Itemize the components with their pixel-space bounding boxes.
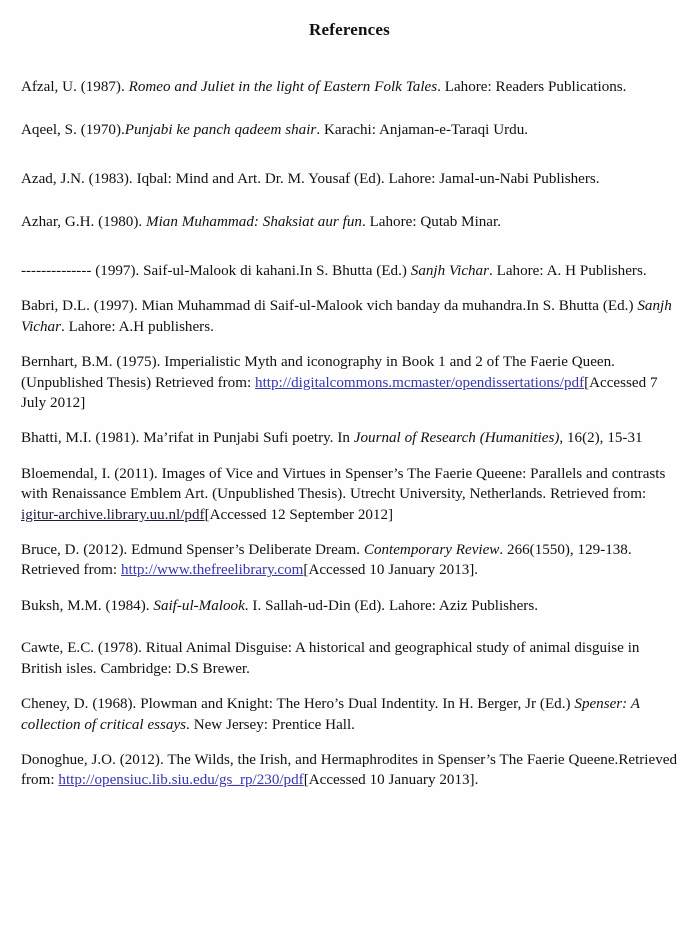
page-title: References: [309, 20, 390, 39]
reference-entry: [21, 638, 678, 679]
reference-text: Azad, J.N. (1983). Iqbal: Mind and Art. Dr. M. Yousaf (Ed). Lahore: Jamal-un-Nabi Publishers.: [21, 171, 600, 188]
reference-link[interactable]: igitur-archive.library.uu.nl/pdf: [21, 506, 205, 523]
reference-entry: [21, 352, 678, 413]
reference-text: Bhatti, M.I. (1981). Ma’rifat in Punjabi Sufi poetry. In: [21, 430, 354, 447]
reference-text: . Lahore: A. H Publishers.: [488, 263, 647, 280]
reference-title-italic: Punjabi ke panch qadeem shair: [124, 121, 317, 138]
reference-text: Cheney, D. (1968). Plowman and Knight: The Hero’s Dual Indentity. In H. Berger, Jr (Ed.): [21, 696, 575, 713]
reference-entry: [21, 428, 678, 448]
reference-text: Afzal, U. (1987).: [21, 79, 129, 96]
reference-title-italic: Sanjh Vichar: [21, 298, 672, 335]
reference-link[interactable]: http://digitalcommons.mcmaster/opendissertations/pdf: [255, 374, 585, 391]
reference-title-italic: Saif-ul-Malook: [153, 597, 245, 614]
reference-link[interactable]: http://www.thefreelibrary.com: [120, 562, 304, 579]
reference-title-italic: Spenser: A collection of critical essays: [21, 696, 640, 733]
reference-entry: [21, 596, 678, 616]
reference-entry: [21, 261, 678, 281]
reference-title-italic: Contemporary Review: [363, 542, 500, 559]
reference-text: . Lahore: Readers Publications.: [437, 79, 627, 96]
reference-text: , 16(2), 15-31: [559, 430, 643, 447]
reference-title-italic: Romeo and Juliet in the light of Eastern Folk Tales: [128, 79, 438, 96]
reference-text: [Accessed 10 January 2013].: [303, 772, 479, 789]
reference-entry: [21, 540, 678, 581]
reference-entry: [21, 120, 678, 140]
reference-entry: [21, 464, 678, 525]
reference-title-italic: Sanjh Vichar: [410, 263, 489, 280]
reference-text: Donoghue, J.O. (2012). The Wilds, the Irish, and Hermaphrodites in Spenser’s The Faerie Queene.Retrieved from:: [21, 751, 677, 789]
reference-text: . New Jersey: Prentice Hall.: [186, 716, 355, 733]
reference-entry: [21, 296, 678, 337]
reference-link[interactable]: http://opensiuc.lib.siu.edu/gs_rp/230/pdf: [58, 772, 304, 789]
reference-text: Buksh, M.M. (1984).: [21, 597, 154, 614]
reference-text: Cawte, E.C. (1978). Ritual Animal Disguise: A historical and geographical study of animal disguise in British isles. Cambridge: D.S Brewer.: [21, 640, 640, 677]
reference-text: . Lahore: A.H publishers.: [60, 318, 214, 335]
reference-text: . I. Sallah-ud-Din (Ed). Lahore: Aziz Publishers.: [244, 597, 538, 614]
reference-title-italic: Mian Muhammad: Shaksiat aur fun: [146, 213, 362, 230]
references-page: [0, 20, 700, 948]
reference-entry: [21, 750, 678, 791]
reference-text: Bernhart, B.M. (1975). Imperialistic Myth and iconography in Book 1 and 2 of The Faerie Queen. (Unpublished Thesis) Retrieved from:: [21, 354, 615, 391]
reference-text: Bloemendal, I. (2011). Images of Vice and Virtues in Spenser’s The Faerie Queene: Parallels and contrasts with Renaissance Emblem Art. (Unpublished Thesis). Utrecht University, Netherlands. Retrieved from:: [21, 465, 666, 503]
reference-text: Aqeel, S. (1970).: [21, 121, 125, 138]
reference-text: . 266(1550), 129-138. Retrieved from:: [21, 542, 632, 579]
reference-text: . Lahore: Qutab Minar.: [361, 213, 501, 230]
reference-entry: [21, 694, 678, 735]
reference-entry: [21, 77, 678, 97]
reference-text: -------------- (1997). Saif-ul-Malook di kahani.In S. Bhutta (Ed.): [21, 263, 411, 280]
reference-entry: [21, 212, 678, 232]
reference-text: [Accessed 7 July 2012]: [21, 374, 658, 412]
reference-text: Azhar, G.H. (1980).: [21, 213, 147, 230]
reference-text: [Accessed 10 January 2013].: [303, 562, 479, 579]
reference-text: . Karachi: Anjaman-e-Taraqi Urdu.: [316, 121, 529, 138]
reference-text: Babri, D.L. (1997). Mian Muhammad di Saif-ul-Malook vich banday da muhandra.In S. Bhutta (Ed.): [21, 298, 638, 315]
reference-entry: [21, 169, 678, 189]
reference-list: [21, 77, 678, 790]
reference-title-italic: Journal of Research (Humanities): [353, 430, 560, 447]
reference-text: Bruce, D. (2012). Edmund Spenser’s Deliberate Dream.: [21, 542, 364, 559]
reference-text: [Accessed 12 September 2012]: [204, 506, 394, 523]
